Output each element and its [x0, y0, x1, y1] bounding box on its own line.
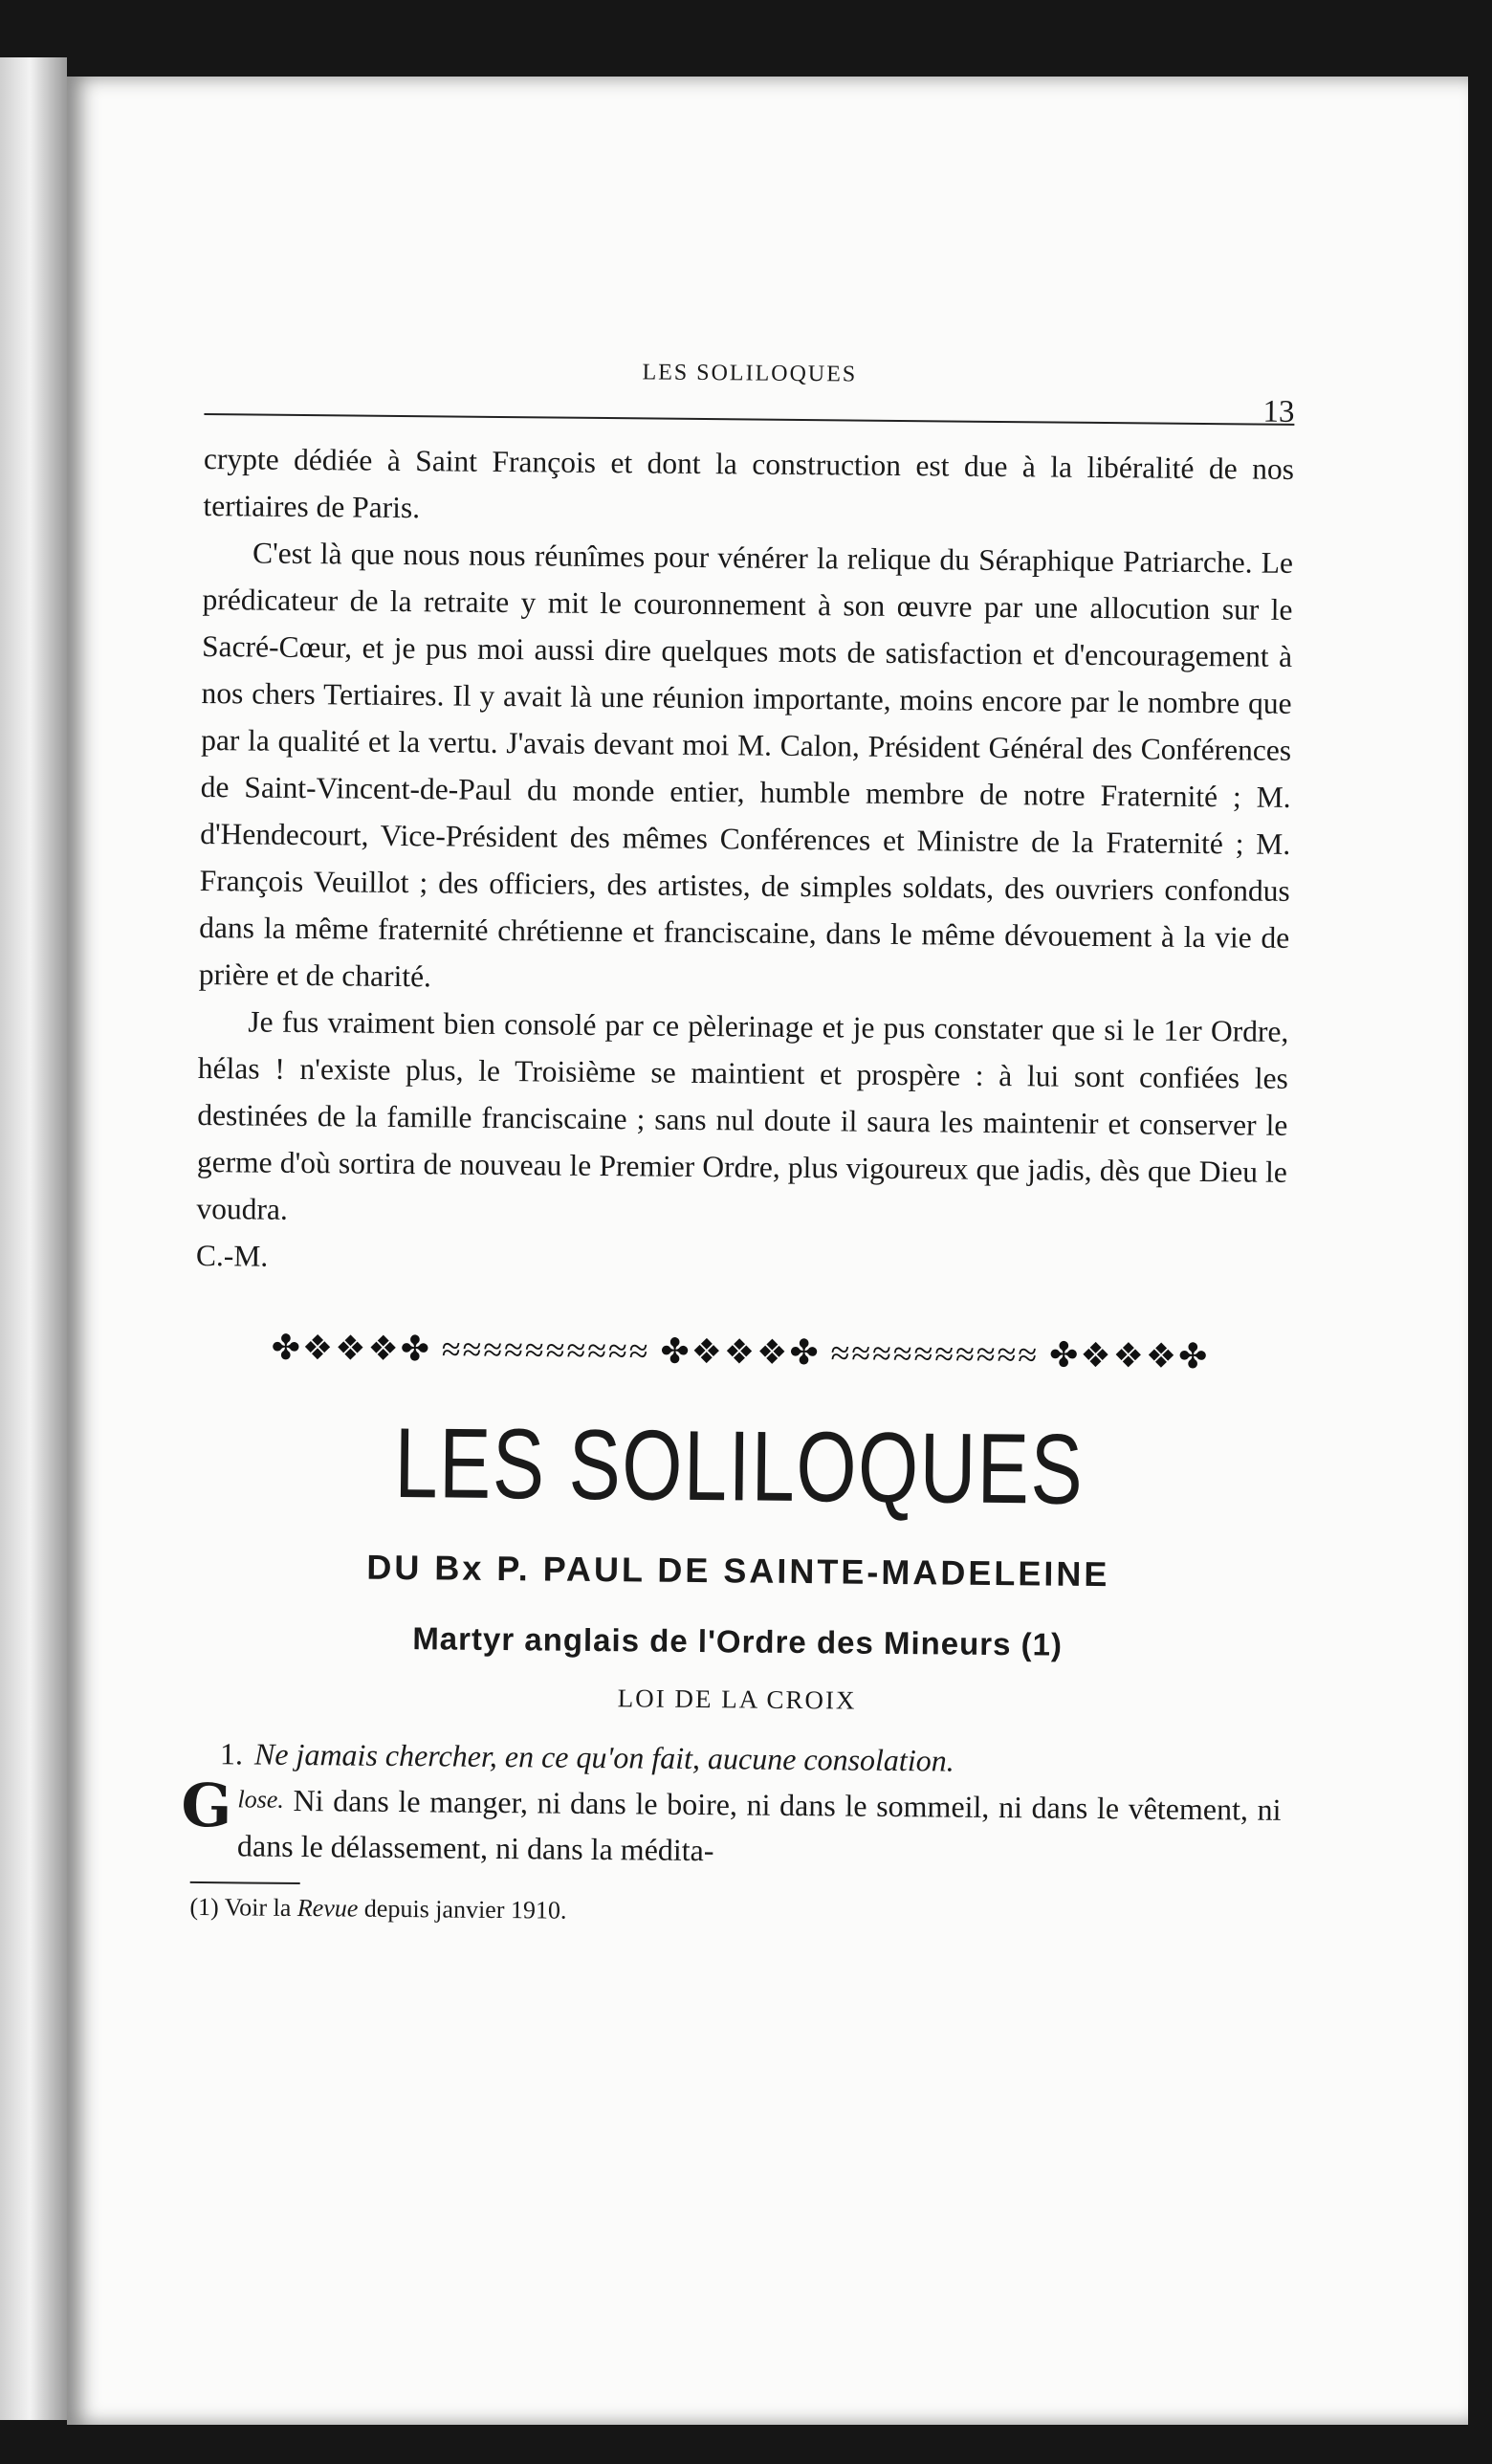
maxim-text: Ne jamais chercher, en ce qu'on fait, aucune consolation.: [253, 1736, 954, 1778]
book-binding: [0, 57, 67, 2420]
footnote-italic: Revue: [296, 1894, 359, 1923]
article-subtitle-2: Martyr anglais de l'Ordre des Mineurs (1): [412, 1620, 1064, 1662]
gloss-text: Ni dans le manger, ni dans le boire, ni dans le sommeil, ni dans le vêtement, ni dans le délassement, ni dans la médita-: [236, 1782, 1282, 1868]
ornamental-divider: ✤❖❖❖✤ ≈≈≈≈≈≈≈≈≈≈ ✤❖❖❖✤ ≈≈≈≈≈≈≈≈≈≈ ✤❖❖❖✤: [271, 1328, 1210, 1376]
page-content: [181, 258, 1296, 1925]
article-subtitle: DU Bx P. PAUL DE SAINTE-MADELEINE: [366, 1547, 1110, 1595]
gloss-label: lose.: [237, 1785, 285, 1814]
page-number: 13: [1262, 394, 1295, 429]
footnote-marker: (1) Voir la: [189, 1892, 292, 1922]
footnote: [189, 1893, 1280, 1932]
header-rule: [204, 413, 1294, 426]
book-page: [67, 77, 1468, 2425]
gloss-initial: G: [181, 1770, 232, 1841]
paragraph-2: C'est là que nous nous réunîmes pour vénérer la relique du Séraphique Patriarche. Le prédicateur de la retraite y mit le couronnement à son œuvre par une allocution sur le Sacré-Cœur, et je pus moi aussi dire quelques mots de satisfaction et d'encouragement à nos chers Tertiaires. Il y avait là une réunion importante, moins encore par le nombre que par la qualité et la vertu. J'avais devant moi M. Calon, Président Général des Conférences de Saint-Vincent-de-Paul du monde entier, humble membre de notre Fraternité ; M. d'Hendecourt, Vice-Président des mêmes Conférences et Ministre de la Fraternité ; M. François Veuillot ; des officiers, des artistes, de simples soldats, des ouvriers confondus dans la même fraternité chrétienne et franciscaine, dans le même dévouement à la vie de prière et de charité.: [198, 536, 1294, 994]
paragraph-3: Je fus vraiment bien consolé par ce pèlerinage et je pus constater que si le 1er Ordre, hélas ! n'existe plus, le Troisième se maintient et prospère : à lui sont confiées les destinées de la famille franciscaine ; sans nul doute il saura les maintenir et conserver le germe d'où sortira de nouveau le Premier Ordre, plus vigoureux que jadis, dès que Dieu le voudra.: [196, 1004, 1289, 1226]
footnote-rule: [190, 1881, 300, 1884]
signature: C.-M.: [195, 1238, 269, 1273]
section-heading: LOI DE LA CROIX: [617, 1683, 857, 1715]
body-text: [181, 435, 1295, 1932]
article-title: LES SOLILOQUES: [394, 1407, 1085, 1526]
paragraph-1: crypte dédiée à Saint François et dont la construction est due à la libéralité de nos tertiaires de Paris.: [203, 441, 1295, 525]
maxim-number: 1.: [219, 1736, 244, 1771]
running-title: LES SOLILOQUES: [642, 360, 858, 387]
footnote-rest: depuis janvier 1910.: [363, 1894, 567, 1925]
gloss: [181, 1770, 1282, 1879]
